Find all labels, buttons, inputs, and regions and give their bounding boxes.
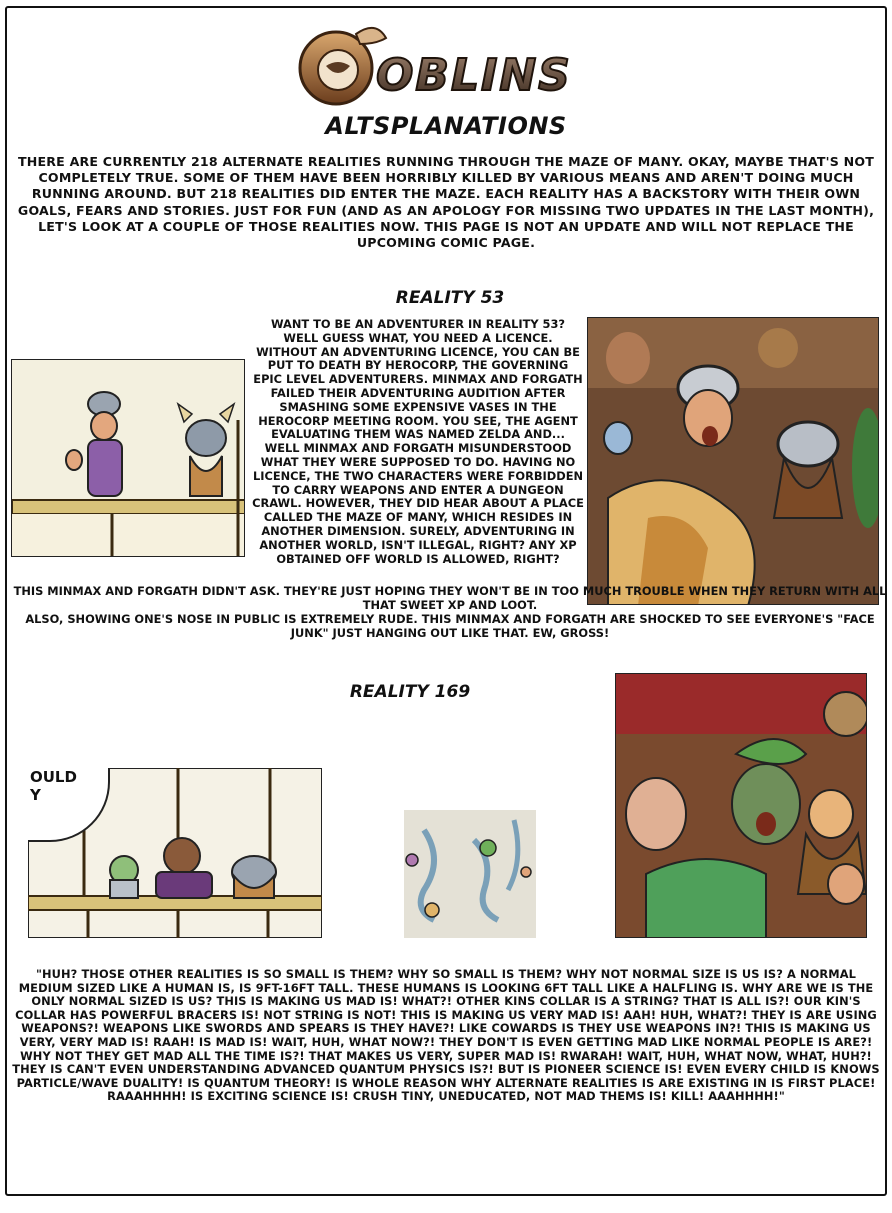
- logo-art: [296, 18, 596, 110]
- reality-169-right-panel: [615, 673, 867, 938]
- reality-53-body: WANT TO BE AN ADVENTURER IN REALITY 53? WELL GUESS WHAT, YOU NEED A LICENCE. WITHOUT AN ADVENTURING LICENCE, YOU CAN BE PUT TO DEATH BY HEROCORP, THE GOVERNING EPIC LEVEL ADVENTURERS. MINMAX AND FORGATH FAILED THEIR ADVENTURING AUDITION AFTER SMASHING SOME EXPENSIVE VASES IN THE HEROCORP MEETING ROOM. YOU SEE, THE AGENT EVALUATING THEM WAS NAMED ZELDA AND... WELL MINMAX AND FORGATH MISUNDERSTOOD WHAT THEY WERE SUPPOSED TO DO. HAVING NO LICENCE, THE TWO CHARACTERS WERE FORBIDDEN TO CARRY WEAPONS AND ENTER A DUNGEON CRAWL. HOWEVER, THEY DID HEAR ABOUT A PLACE CALLED THE MAZE OF MANY, WHICH RESIDES IN ANOTHER DIMENSION. SURELY, ADVENTURING IN ANOTHER WORLD, ISN'T ILLEGAL, RIGHT? ANY XP OBTAINED OFF WORLD IS ALLOWED, RIGHT?: [252, 317, 584, 566]
- reality-53-left-panel: [11, 359, 245, 557]
- reality-53-tail: [12, 584, 888, 640]
- page-subtitle: ALTSPLANATIONS: [325, 112, 567, 140]
- intro-paragraph: THERE ARE CURRENTLY 218 ALTERNATE REALITIES RUNNING THROUGH THE MAZE OF MANY. OKAY, MAYBE THAT'S NOT COMPLETELY TRUE. SOME OF THEM HAVE BEEN HORRIBLY KILLED BY VARIOUS MEANS AND AREN'T DOING MUCH RUNNING AROUND. BUT 218 REALITIES DID ENTER THE MAZE. EACH REALITY HAS A BACKSTORY WITH THEIR OWN GOALS, FEARS AND STORIES. JUST FOR FUN (AND AS AN APOLOGY FOR MISSING TWO UPDATES IN THE LAST MONTH), LET'S LOOK AT A COUPLE OF THOSE REALITIES NOW. THIS PAGE IS NOT AN UPDATE AND WILL NOT REPLACE THE UPCOMING COMIC PAGE.: [17, 154, 875, 251]
- logo-letters: OBLINS: [376, 50, 572, 101]
- reality-169-body: "HUH? THOSE OTHER REALITIES IS SO SMALL IS THEM? WHY SO SMALL IS THEM? WHY NOT NORMAL SIZE IS US IS? A NORMAL MEDIUM SIZED LIKE A HUMAN IS, IS 9FT-16FT TALL. THESE HUMANS IS LOOKING 6FT TALL LIKE A HALFLING IS. WHY ARE WE IS THE ONLY NORMAL SIZED IS US? THIS IS MAKING US MAD IS! WHAT?! OTHER KINS COLLAR IS A STRING? THAT IS ALL IS?! OUR KIN'S COLLAR HAS POWERFUL BRACERS IS! NOT STRING IS NOT! THIS IS MAKING US VERY MAD IS! AAH! HUH, WHAT?! THEY IS ARE USING WEAPONS?! WEAPONS LIKE SWORDS AND SPEARS IS THEY HAVE?! LIKE COWARDS IS THEY USE WEAPONS IN?! THIS IS MAKING US VERY, VERY MAD IS! RAAH! IS MAD IS! WAIT, HUH, WHAT NOW?! THEY DON'T IS EVEN GETTING MAD LIKE NORMAL PEOPLE IS ARE?! WHY NOT THEY GET MAD ALL THE TIME IS?! THAT MAKES US VERY, SUPER MAD IS! RWARAH! WAIT, HUH, WHAT NOW, WHAT, HUH?! THEY IS CAN'T EVEN UNDERSTANDING ADVANCED QUANTUM PHYSICS IS?! BUT IS PIONEER SCIENCE IS! EVEN EVERY CHILD IS KNOWS PARTICLE/WAVE DUALITY! IS QUANTUM THEORY! IS WHOLE REASON WHY ALTERNATE REALITIES IS ARE EXISTING IN IS FIRST PLACE! RAAAHHHH! IS EXCITING SCIENCE IS! CRUSH TINY, UNEDUCATED, NOT MAD THEMS IS! KILL! AAAHHHH!": [12, 967, 880, 1104]
- goblins-logo: [296, 18, 596, 110]
- reality-53-tail-line-1: THIS MINMAX AND FORGATH DIDN'T ASK. THEY'RE JUST HOPING THEY WON'T BE IN TOO MUCH TROUBLE WHEN THEY RETURN WITH ALL THAT SWEET XP AND LOOT.: [13, 584, 887, 612]
- reality-169-left-panel: [28, 768, 322, 938]
- reality-169-heading: REALITY 169: [349, 682, 471, 702]
- reality-53-heading: REALITY 53: [395, 288, 505, 308]
- reality-53-tail-line-2: ALSO, SHOWING ONE'S NOSE IN PUBLIC IS EXTREMELY RUDE. THIS MINMAX AND FORGATH ARE SHOCKED TO SEE EVERYONE'S "FACE JUNK" JUST HANGING OUT LIKE THAT. EW, GROSS!: [25, 612, 875, 640]
- speech-bubble-text: OULD Y: [30, 768, 77, 804]
- reality-169-middle-panel: [404, 810, 536, 938]
- reality-53-right-panel: [587, 317, 879, 605]
